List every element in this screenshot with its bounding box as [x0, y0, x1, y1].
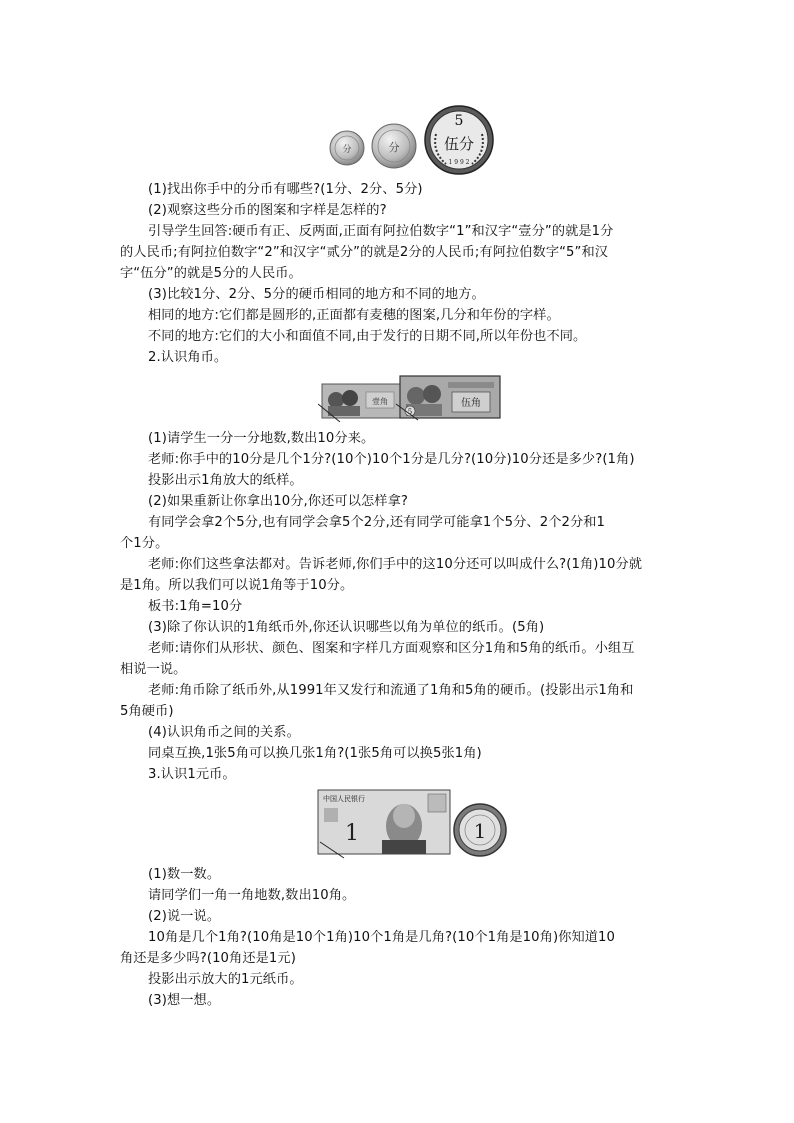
- one-yuan-note: [318, 790, 450, 854]
- one-yuan-coin: [454, 804, 506, 856]
- text-line: 的人民币;有阿拉伯数字“2”和汉字“贰分”的就是2分的人民币;有阿拉伯数字“5”和汉: [120, 245, 609, 260]
- one-yuan-figure: [316, 788, 510, 860]
- one-fen-coin: [330, 131, 364, 165]
- one-yuan-note-digit: 1: [345, 821, 359, 846]
- five-fen-coin-digit: 5: [454, 113, 464, 129]
- text-line: 有同学会拿2个5分,也有同学会拿5个2分,还有同学可能拿1个5分、2个2分和1: [148, 515, 606, 530]
- text-line: 是1角。所以我们可以说1角等于10分。: [120, 578, 354, 593]
- text-line: (2)如果重新让你拿出10分,你还可以怎样拿?: [148, 494, 408, 509]
- text-line: 5角硬币): [120, 704, 174, 719]
- one-yuan-note-bank: 中国人民银行: [323, 795, 365, 803]
- text-line: 同桌互换,1张5角可以换几张1角?(1张5角可以换5张1角): [148, 746, 482, 761]
- text-line: (3)想一想。: [148, 993, 221, 1008]
- text-line: (4)认识角币之间的关系。: [148, 725, 300, 740]
- fen-coins-figure: [328, 104, 498, 176]
- five-jiao-note-digit: 5: [407, 408, 413, 416]
- text-line: 投影出示放大的1元纸币。: [148, 972, 303, 987]
- text-line: (2)说一说。: [148, 909, 221, 924]
- text-line: (1)找出你手中的分币有哪些?(1分、2分、5分): [148, 182, 423, 197]
- text-line: 老师:你手中的10分是几个1分?(10个)10个1分是几分?(10分)10分还是多少?(1角): [148, 452, 635, 467]
- text-line: 个1分。: [120, 536, 169, 551]
- text-line: (2)观察这些分币的图案和字样是怎样的?: [148, 203, 387, 218]
- two-fen-coin-label: 分: [388, 141, 400, 154]
- five-jiao-note: [400, 376, 500, 418]
- text-line: 字“伍分”的就是5分的人民币。: [120, 266, 302, 281]
- text-line: 角还是多少吗?(10角还是1元): [120, 951, 296, 966]
- text-line: 请同学们一角一角地数,数出10角。: [148, 888, 356, 903]
- one-jiao-note: [322, 384, 400, 418]
- text-line: 老师:你们这些拿法都对。告诉老师,你们手中的这10分还可以叫成什么?(1角)10分就: [148, 557, 643, 572]
- text-line: 引导学生回答:硬币有正、反两面,正面有阿拉伯数字“1”和汉字“壹分”的就是1分: [148, 224, 614, 239]
- text-line: 老师:请你们从形状、颜色、图案和字样几方面观察和区分1角和5角的纸币。小组互: [148, 641, 635, 656]
- text-line: 老师:角币除了纸币外,从1991年又发行和流通了1角和5角的硬币。(投影出示1角和: [148, 683, 634, 698]
- text-line: 不同的地方:它们的大小和面值不同,由于发行的日期不同,所以年份也不同。: [148, 329, 587, 344]
- section-heading: 3.认识1元币。: [148, 767, 236, 782]
- section-heading: 2.认识角币。: [148, 350, 228, 365]
- five-fen-coin: [425, 106, 493, 174]
- five-jiao-note-label: 伍角: [461, 398, 481, 409]
- text-line: 相说一说。: [120, 662, 187, 677]
- text-line: (3)比较1分、2分、5分的硬币相同的地方和不同的地方。: [148, 287, 485, 302]
- two-fen-coin: [372, 124, 416, 168]
- text-line: (3)除了你认识的1角纸币外,你还认识哪些以角为单位的纸币。(5角): [148, 620, 545, 635]
- jiao-notes-figure: [318, 374, 504, 422]
- text-line: (1)请学生一分一分地数,数出10分来。: [148, 431, 375, 446]
- one-fen-coin-label: 分: [342, 145, 352, 155]
- text-line: 10角是几个1角?(10角是10个1角)10个1角是几角?(10个1角是10角)你知道10: [148, 930, 616, 945]
- one-jiao-note-label: 壹角: [372, 397, 388, 406]
- text-line: 板书:1角=10分: [148, 599, 243, 614]
- five-fen-coin-text: 伍分: [443, 135, 475, 153]
- text-line: 相同的地方:它们都是圆形的,正面都有麦穗的图案,几分和年份的字样。: [148, 308, 560, 323]
- text-line: (1)数一数。: [148, 867, 221, 882]
- text-line: 投影出示1角放大的纸样。: [148, 473, 303, 488]
- five-fen-coin-year: 1 9 9 2: [448, 159, 470, 166]
- one-yuan-coin-digit: 1: [473, 819, 487, 843]
